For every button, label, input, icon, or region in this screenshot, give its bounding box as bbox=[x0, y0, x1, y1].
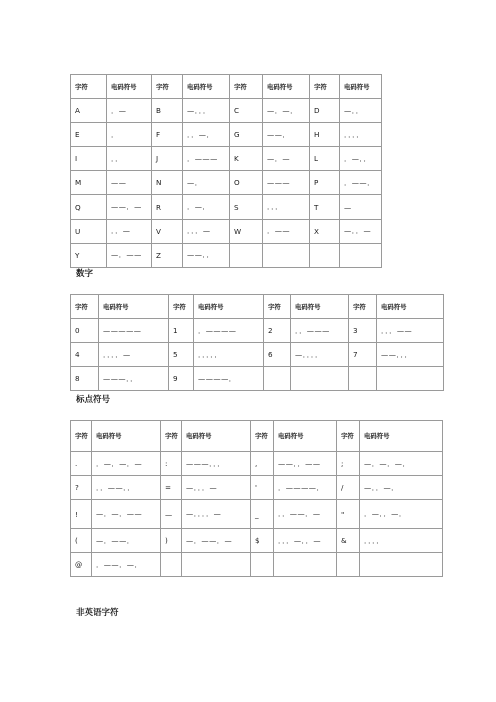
table-row bbox=[71, 123, 382, 147]
numbers-table bbox=[70, 294, 444, 391]
char-cell: . bbox=[71, 452, 92, 476]
header-code: 电码符号 bbox=[183, 75, 230, 99]
code-cell: —．．． bbox=[183, 99, 230, 123]
code-cell: ．—．．—． bbox=[360, 500, 443, 529]
char-cell: Q bbox=[71, 195, 107, 219]
code-cell: ．——．—． bbox=[92, 553, 161, 577]
code-cell: ——．．． bbox=[377, 343, 444, 367]
code-cell: ．．— bbox=[107, 219, 152, 243]
char-cell: O bbox=[230, 171, 263, 195]
char-cell: W bbox=[230, 219, 263, 243]
code-cell: —— bbox=[107, 171, 152, 195]
code-cell: —．—．—— bbox=[92, 500, 161, 529]
table-row bbox=[71, 367, 444, 391]
header-char: 字符 bbox=[169, 295, 194, 319]
char-cell: J bbox=[152, 147, 183, 171]
code-cell: ．．．— bbox=[183, 219, 230, 243]
code-cell: —．—— bbox=[107, 243, 152, 267]
char-cell: ? bbox=[71, 476, 92, 500]
table-row bbox=[71, 219, 382, 243]
char-cell: N bbox=[152, 171, 183, 195]
header-code: 电码符号 bbox=[194, 295, 264, 319]
header-code: 电码符号 bbox=[92, 421, 161, 452]
header-char: 字符 bbox=[161, 421, 182, 452]
header-char: 字符 bbox=[264, 295, 291, 319]
code-cell: ————— bbox=[99, 319, 169, 343]
header-code: 电码符号 bbox=[377, 295, 444, 319]
char-cell: B bbox=[152, 99, 183, 123]
code-cell: —．—．—． bbox=[360, 452, 443, 476]
code-cell: —．．．．— bbox=[182, 500, 251, 529]
code-cell: —．．— bbox=[340, 219, 382, 243]
char-cell: T bbox=[310, 195, 340, 219]
code-cell: ．— bbox=[107, 99, 152, 123]
header-code: 电码符号 bbox=[291, 295, 349, 319]
char-cell: G bbox=[230, 123, 263, 147]
code-cell: ．—． bbox=[183, 195, 230, 219]
char-cell: ! bbox=[71, 500, 92, 529]
code-cell: ． bbox=[107, 123, 152, 147]
header-code: 电码符号 bbox=[340, 75, 382, 99]
header-char: 字符 bbox=[337, 421, 360, 452]
code-cell: ———．． bbox=[99, 367, 169, 391]
header-char: 字符 bbox=[71, 421, 92, 452]
char-cell: / bbox=[337, 476, 360, 500]
char-cell: 9 bbox=[169, 367, 194, 391]
char-cell: 7 bbox=[349, 343, 377, 367]
char-cell: I bbox=[71, 147, 107, 171]
code-cell: ．——— bbox=[183, 147, 230, 171]
code-cell: —． bbox=[183, 171, 230, 195]
code-cell: —．— bbox=[263, 147, 310, 171]
code-cell bbox=[360, 553, 443, 577]
char-cell: 6 bbox=[264, 343, 291, 367]
char-cell: H bbox=[310, 123, 340, 147]
char-cell: = bbox=[161, 476, 182, 500]
code-cell: ．．——— bbox=[291, 319, 349, 343]
char-cell bbox=[251, 553, 274, 577]
char-cell: X bbox=[310, 219, 340, 243]
code-cell: —．． bbox=[340, 99, 382, 123]
char-cell: 4 bbox=[71, 343, 99, 367]
char-cell: R bbox=[152, 195, 183, 219]
header-char: 字符 bbox=[349, 295, 377, 319]
code-cell: ．—．． bbox=[340, 147, 382, 171]
code-cell: ．．．．． bbox=[194, 343, 264, 367]
char-cell: M bbox=[71, 171, 107, 195]
char-cell: 8 bbox=[71, 367, 99, 391]
table-row bbox=[71, 476, 443, 500]
code-cell: —．——．— bbox=[182, 529, 251, 553]
char-cell: P bbox=[310, 171, 340, 195]
code-cell: ——． bbox=[263, 123, 310, 147]
header-char: 字符 bbox=[251, 421, 274, 452]
header-code: 电码符号 bbox=[274, 421, 337, 452]
table-row bbox=[71, 243, 382, 267]
char-cell: : bbox=[161, 452, 182, 476]
table-header-row bbox=[71, 295, 444, 319]
table-row bbox=[71, 529, 443, 553]
code-cell: ．．．． bbox=[360, 529, 443, 553]
section-heading-numbers: 数字 bbox=[76, 269, 94, 279]
code-cell: ．．．—．．— bbox=[274, 529, 337, 553]
code-cell: ——— bbox=[263, 171, 310, 195]
char-cell bbox=[310, 243, 340, 267]
code-cell bbox=[377, 367, 444, 391]
code-cell bbox=[340, 243, 382, 267]
char-cell: " bbox=[337, 500, 360, 529]
punctuation-table bbox=[70, 420, 443, 577]
code-cell: ．———— bbox=[194, 319, 264, 343]
table-row bbox=[71, 553, 443, 577]
table-row bbox=[71, 195, 382, 219]
table-row bbox=[71, 452, 443, 476]
table-header-row bbox=[71, 421, 443, 452]
char-cell: U bbox=[71, 219, 107, 243]
char-cell: Y bbox=[71, 243, 107, 267]
code-cell: ．—．—．— bbox=[92, 452, 161, 476]
code-cell: — bbox=[340, 195, 382, 219]
code-cell bbox=[291, 367, 349, 391]
char-cell: @ bbox=[71, 553, 92, 577]
code-cell: ．—— bbox=[263, 219, 310, 243]
code-cell: ．．——．． bbox=[92, 476, 161, 500]
code-cell: ———．．． bbox=[182, 452, 251, 476]
char-cell: _ bbox=[251, 500, 274, 529]
char-cell: , bbox=[251, 452, 274, 476]
char-cell bbox=[230, 243, 263, 267]
header-char: 字符 bbox=[230, 75, 263, 99]
header-code: 电码符号 bbox=[107, 75, 152, 99]
header-char: 字符 bbox=[152, 75, 183, 99]
char-cell: ' bbox=[251, 476, 274, 500]
table-row bbox=[71, 99, 382, 123]
header-code: 电码符号 bbox=[99, 295, 169, 319]
code-cell: ．————． bbox=[274, 476, 337, 500]
char-cell: 2 bbox=[264, 319, 291, 343]
char-cell: V bbox=[152, 219, 183, 243]
char-cell bbox=[264, 367, 291, 391]
char-cell: 1 bbox=[169, 319, 194, 343]
char-cell: 3 bbox=[349, 319, 377, 343]
char-cell: K bbox=[230, 147, 263, 171]
char-cell: S bbox=[230, 195, 263, 219]
section-heading-non-english: 非英语字符 bbox=[76, 608, 119, 618]
code-cell: —．．．． bbox=[291, 343, 349, 367]
table-header-row bbox=[71, 75, 382, 99]
char-cell: 0 bbox=[71, 319, 99, 343]
char-cell: & bbox=[337, 529, 360, 553]
char-cell: ( bbox=[71, 529, 92, 553]
code-cell bbox=[274, 553, 337, 577]
char-cell: — bbox=[161, 500, 182, 529]
code-cell: ．． bbox=[107, 147, 152, 171]
header-code: 电码符号 bbox=[263, 75, 310, 99]
char-cell: Z bbox=[152, 243, 183, 267]
code-cell: ．．．． bbox=[340, 123, 382, 147]
section-heading-punctuation: 标点符号 bbox=[76, 395, 111, 405]
code-cell: ——．．—— bbox=[274, 452, 337, 476]
char-cell: A bbox=[71, 99, 107, 123]
char-cell: C bbox=[230, 99, 263, 123]
code-cell: ——．— bbox=[107, 195, 152, 219]
header-code: 电码符号 bbox=[360, 421, 443, 452]
code-cell: ．．——．— bbox=[274, 500, 337, 529]
table-row bbox=[71, 500, 443, 529]
char-cell: 5 bbox=[169, 343, 194, 367]
table-row bbox=[71, 147, 382, 171]
code-cell: ————． bbox=[194, 367, 264, 391]
code-cell: —．．—． bbox=[360, 476, 443, 500]
code-cell: ．——． bbox=[340, 171, 382, 195]
table-row bbox=[71, 343, 444, 367]
code-cell: ．．．—— bbox=[377, 319, 444, 343]
header-char: 字符 bbox=[71, 75, 107, 99]
code-cell bbox=[182, 553, 251, 577]
char-cell: E bbox=[71, 123, 107, 147]
char-cell: L bbox=[310, 147, 340, 171]
header-char: 字符 bbox=[71, 295, 99, 319]
char-cell: ; bbox=[337, 452, 360, 476]
code-cell: ．．．．— bbox=[99, 343, 169, 367]
char-cell bbox=[337, 553, 360, 577]
code-cell: ．．—． bbox=[183, 123, 230, 147]
letters-table bbox=[70, 74, 382, 268]
code-cell: —．——． bbox=[92, 529, 161, 553]
char-cell: D bbox=[310, 99, 340, 123]
char-cell bbox=[161, 553, 182, 577]
code-cell: —．—． bbox=[263, 99, 310, 123]
code-cell: ．．． bbox=[263, 195, 310, 219]
table-row bbox=[71, 319, 444, 343]
char-cell: $ bbox=[251, 529, 274, 553]
code-cell: —．．．— bbox=[182, 476, 251, 500]
header-code: 电码符号 bbox=[182, 421, 251, 452]
code-cell bbox=[263, 243, 310, 267]
char-cell: ) bbox=[161, 529, 182, 553]
header-char: 字符 bbox=[310, 75, 340, 99]
char-cell: F bbox=[152, 123, 183, 147]
table-row bbox=[71, 171, 382, 195]
code-cell: ——．． bbox=[183, 243, 230, 267]
char-cell bbox=[349, 367, 377, 391]
